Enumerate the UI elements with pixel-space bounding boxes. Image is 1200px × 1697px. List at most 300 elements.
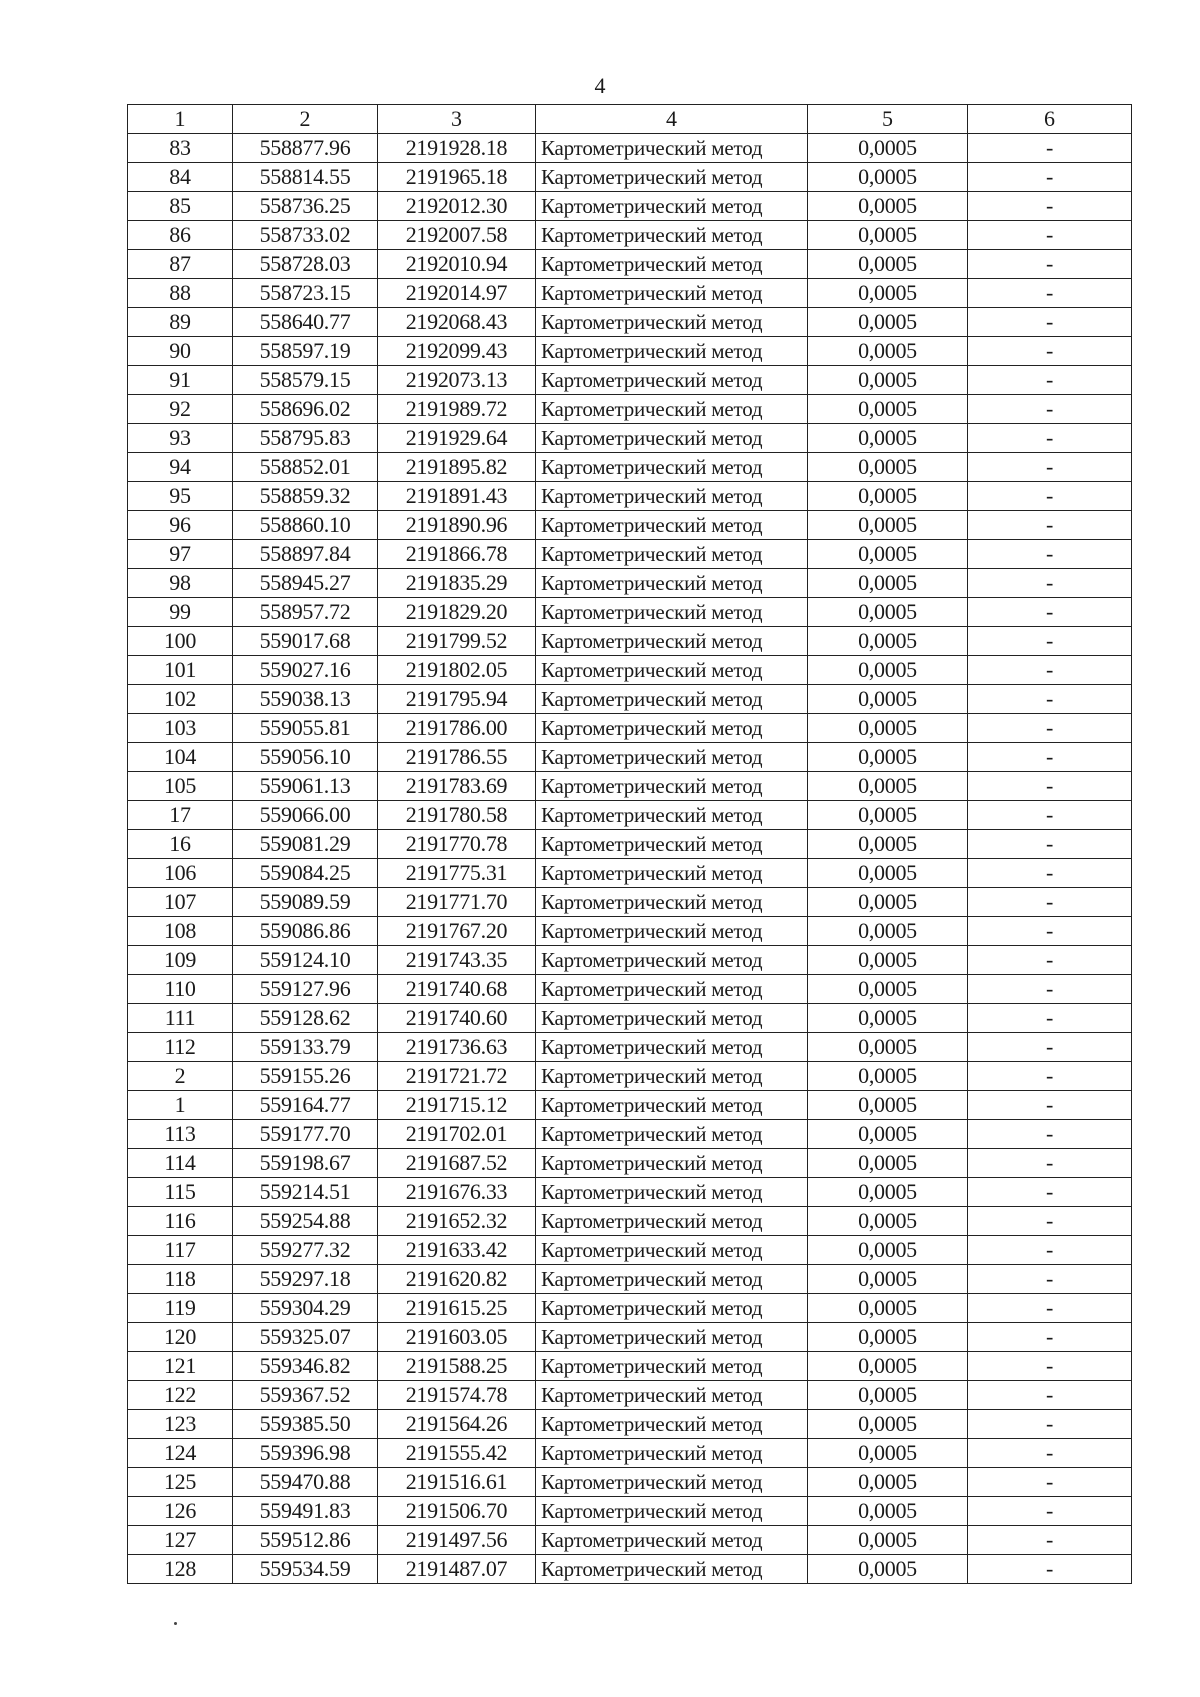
note-cell: - — [968, 1468, 1132, 1497]
note-cell: - — [968, 453, 1132, 482]
table-row — [128, 453, 1132, 482]
method-cell: Картометрический метод — [536, 975, 808, 1004]
accuracy-cell: 0,0005 — [808, 308, 968, 337]
table-row — [128, 1178, 1132, 1207]
accuracy-cell: 0,0005 — [808, 337, 968, 366]
method-cell: Картометрический метод — [536, 308, 808, 337]
point-number-cell: 107 — [128, 888, 233, 917]
column-header-4: 4 — [536, 105, 808, 134]
point-number-cell: 119 — [128, 1294, 233, 1323]
note-cell: - — [968, 308, 1132, 337]
x-coordinate-cell: 559534.59 — [233, 1555, 378, 1584]
method-cell: Картометрический метод — [536, 163, 808, 192]
point-number-cell: 93 — [128, 424, 233, 453]
y-coordinate-cell: 2191687.52 — [378, 1149, 536, 1178]
accuracy-cell: 0,0005 — [808, 685, 968, 714]
y-coordinate-cell: 2191555.42 — [378, 1439, 536, 1468]
table-row — [128, 946, 1132, 975]
method-cell: Картометрический метод — [536, 1091, 808, 1120]
x-coordinate-cell: 559017.68 — [233, 627, 378, 656]
y-coordinate-cell: 2191795.94 — [378, 685, 536, 714]
y-coordinate-cell: 2191676.33 — [378, 1178, 536, 1207]
x-coordinate-cell: 558852.01 — [233, 453, 378, 482]
accuracy-cell: 0,0005 — [808, 395, 968, 424]
table-row — [128, 1091, 1132, 1120]
x-coordinate-cell: 558579.15 — [233, 366, 378, 395]
y-coordinate-cell: 2191767.20 — [378, 917, 536, 946]
method-cell: Картометрический метод — [536, 1033, 808, 1062]
y-coordinate-cell: 2191786.00 — [378, 714, 536, 743]
method-cell: Картометрический метод — [536, 1352, 808, 1381]
x-coordinate-cell: 559214.51 — [233, 1178, 378, 1207]
x-coordinate-cell: 558814.55 — [233, 163, 378, 192]
point-number-cell: 101 — [128, 656, 233, 685]
method-cell: Картометрический метод — [536, 1062, 808, 1091]
accuracy-cell: 0,0005 — [808, 540, 968, 569]
accuracy-cell: 0,0005 — [808, 1497, 968, 1526]
y-coordinate-cell: 2191802.05 — [378, 656, 536, 685]
point-number-cell: 112 — [128, 1033, 233, 1062]
method-cell: Картометрический метод — [536, 1004, 808, 1033]
method-cell: Картометрический метод — [536, 888, 808, 917]
y-coordinate-cell: 2191783.69 — [378, 772, 536, 801]
accuracy-cell: 0,0005 — [808, 482, 968, 511]
accuracy-cell: 0,0005 — [808, 1352, 968, 1381]
x-coordinate-cell: 559089.59 — [233, 888, 378, 917]
accuracy-cell: 0,0005 — [808, 1004, 968, 1033]
table-row — [128, 1149, 1132, 1178]
y-coordinate-cell: 2192012.30 — [378, 192, 536, 221]
method-cell: Картометрический метод — [536, 685, 808, 714]
table-row — [128, 743, 1132, 772]
x-coordinate-cell: 559084.25 — [233, 859, 378, 888]
method-cell: Картометрический метод — [536, 1207, 808, 1236]
method-cell: Картометрический метод — [536, 221, 808, 250]
method-cell: Картометрический метод — [536, 830, 808, 859]
method-cell: Картометрический метод — [536, 1149, 808, 1178]
note-cell: - — [968, 279, 1132, 308]
y-coordinate-cell: 2191775.31 — [378, 859, 536, 888]
x-coordinate-cell: 559325.07 — [233, 1323, 378, 1352]
table-row — [128, 308, 1132, 337]
y-coordinate-cell: 2192010.94 — [378, 250, 536, 279]
accuracy-cell: 0,0005 — [808, 975, 968, 1004]
point-number-cell: 97 — [128, 540, 233, 569]
x-coordinate-cell: 559081.29 — [233, 830, 378, 859]
method-cell: Картометрический метод — [536, 395, 808, 424]
method-cell: Картометрический метод — [536, 1120, 808, 1149]
point-number-cell: 122 — [128, 1381, 233, 1410]
x-coordinate-cell: 559027.16 — [233, 656, 378, 685]
method-cell: Картометрический метод — [536, 743, 808, 772]
note-cell: - — [968, 772, 1132, 801]
y-coordinate-cell: 2192068.43 — [378, 308, 536, 337]
y-coordinate-cell: 2191965.18 — [378, 163, 536, 192]
point-number-cell: 108 — [128, 917, 233, 946]
y-coordinate-cell: 2191891.43 — [378, 482, 536, 511]
x-coordinate-cell: 558877.96 — [233, 134, 378, 163]
x-coordinate-cell: 559128.62 — [233, 1004, 378, 1033]
y-coordinate-cell: 2191740.68 — [378, 975, 536, 1004]
accuracy-cell: 0,0005 — [808, 1468, 968, 1497]
point-number-cell: 126 — [128, 1497, 233, 1526]
note-cell: - — [968, 888, 1132, 917]
note-cell: - — [968, 1236, 1132, 1265]
table-row — [128, 482, 1132, 511]
accuracy-cell: 0,0005 — [808, 1207, 968, 1236]
method-cell: Картометрический метод — [536, 772, 808, 801]
note-cell: - — [968, 221, 1132, 250]
point-number-cell: 113 — [128, 1120, 233, 1149]
y-coordinate-cell: 2191603.05 — [378, 1323, 536, 1352]
y-coordinate-cell: 2192007.58 — [378, 221, 536, 250]
point-number-cell: 85 — [128, 192, 233, 221]
note-cell: - — [968, 1410, 1132, 1439]
point-number-cell: 100 — [128, 627, 233, 656]
note-cell: - — [968, 714, 1132, 743]
table-row — [128, 1352, 1132, 1381]
x-coordinate-cell: 559055.81 — [233, 714, 378, 743]
y-coordinate-cell: 2192014.97 — [378, 279, 536, 308]
x-coordinate-cell: 559367.52 — [233, 1381, 378, 1410]
table-row — [128, 395, 1132, 424]
method-cell: Картометрический метод — [536, 859, 808, 888]
method-cell: Картометрический метод — [536, 1439, 808, 1468]
y-coordinate-cell: 2191895.82 — [378, 453, 536, 482]
accuracy-cell: 0,0005 — [808, 772, 968, 801]
method-cell: Картометрический метод — [536, 598, 808, 627]
note-cell: - — [968, 1439, 1132, 1468]
x-coordinate-cell: 559056.10 — [233, 743, 378, 772]
point-number-cell: 95 — [128, 482, 233, 511]
point-number-cell: 121 — [128, 1352, 233, 1381]
x-coordinate-cell: 559086.86 — [233, 917, 378, 946]
note-cell: - — [968, 569, 1132, 598]
method-cell: Картометрический метод — [536, 482, 808, 511]
x-coordinate-cell: 559127.96 — [233, 975, 378, 1004]
point-number-cell: 96 — [128, 511, 233, 540]
method-cell: Картометрический метод — [536, 1468, 808, 1497]
x-coordinate-cell: 558640.77 — [233, 308, 378, 337]
point-number-cell: 104 — [128, 743, 233, 772]
x-coordinate-cell: 558723.15 — [233, 279, 378, 308]
note-cell: - — [968, 511, 1132, 540]
point-number-cell: 16 — [128, 830, 233, 859]
table-row — [128, 1207, 1132, 1236]
accuracy-cell: 0,0005 — [808, 453, 968, 482]
method-cell: Картометрический метод — [536, 279, 808, 308]
accuracy-cell: 0,0005 — [808, 1178, 968, 1207]
table-row — [128, 1468, 1132, 1497]
table-row — [128, 569, 1132, 598]
y-coordinate-cell: 2191829.20 — [378, 598, 536, 627]
accuracy-cell: 0,0005 — [808, 1149, 968, 1178]
table-row — [128, 366, 1132, 395]
note-cell: - — [968, 482, 1132, 511]
note-cell: - — [968, 192, 1132, 221]
accuracy-cell: 0,0005 — [808, 859, 968, 888]
y-coordinate-cell: 2191740.60 — [378, 1004, 536, 1033]
column-header-3: 3 — [378, 105, 536, 134]
accuracy-cell: 0,0005 — [808, 1236, 968, 1265]
method-cell: Картометрический метод — [536, 946, 808, 975]
note-cell: - — [968, 1120, 1132, 1149]
note-cell: - — [968, 975, 1132, 1004]
table-row — [128, 1062, 1132, 1091]
table-row — [128, 656, 1132, 685]
y-coordinate-cell: 2191652.32 — [378, 1207, 536, 1236]
y-coordinate-cell: 2191487.07 — [378, 1555, 536, 1584]
method-cell: Картометрический метод — [536, 250, 808, 279]
table-row — [128, 1381, 1132, 1410]
point-number-cell: 123 — [128, 1410, 233, 1439]
point-number-cell: 106 — [128, 859, 233, 888]
point-number-cell: 99 — [128, 598, 233, 627]
x-coordinate-cell: 558736.25 — [233, 192, 378, 221]
table-row — [128, 1265, 1132, 1294]
y-coordinate-cell: 2191890.96 — [378, 511, 536, 540]
accuracy-cell: 0,0005 — [808, 888, 968, 917]
note-cell: - — [968, 656, 1132, 685]
y-coordinate-cell: 2191497.56 — [378, 1526, 536, 1555]
accuracy-cell: 0,0005 — [808, 1381, 968, 1410]
accuracy-cell: 0,0005 — [808, 221, 968, 250]
point-number-cell: 115 — [128, 1178, 233, 1207]
method-cell: Картометрический метод — [536, 656, 808, 685]
y-coordinate-cell: 2191770.78 — [378, 830, 536, 859]
table-row — [128, 888, 1132, 917]
note-cell: - — [968, 1265, 1132, 1294]
y-coordinate-cell: 2191588.25 — [378, 1352, 536, 1381]
point-number-cell: 105 — [128, 772, 233, 801]
y-coordinate-cell: 2191620.82 — [378, 1265, 536, 1294]
method-cell: Картометрический метод — [536, 627, 808, 656]
method-cell: Картометрический метод — [536, 1178, 808, 1207]
method-cell: Картометрический метод — [536, 366, 808, 395]
accuracy-cell: 0,0005 — [808, 1410, 968, 1439]
note-cell: - — [968, 1033, 1132, 1062]
point-number-cell: 17 — [128, 801, 233, 830]
table-row — [128, 192, 1132, 221]
x-coordinate-cell: 559396.98 — [233, 1439, 378, 1468]
accuracy-cell: 0,0005 — [808, 917, 968, 946]
point-number-cell: 128 — [128, 1555, 233, 1584]
point-number-cell: 1 — [128, 1091, 233, 1120]
table-row — [128, 134, 1132, 163]
accuracy-cell: 0,0005 — [808, 1091, 968, 1120]
accuracy-cell: 0,0005 — [808, 1439, 968, 1468]
x-coordinate-cell: 559155.26 — [233, 1062, 378, 1091]
point-number-cell: 118 — [128, 1265, 233, 1294]
table-row — [128, 250, 1132, 279]
method-cell: Картометрический метод — [536, 714, 808, 743]
table-row — [128, 279, 1132, 308]
method-cell: Картометрический метод — [536, 337, 808, 366]
accuracy-cell: 0,0005 — [808, 1265, 968, 1294]
accuracy-cell: 0,0005 — [808, 1033, 968, 1062]
note-cell: - — [968, 1178, 1132, 1207]
table-body — [128, 134, 1132, 1584]
accuracy-cell: 0,0005 — [808, 1294, 968, 1323]
note-cell: - — [968, 540, 1132, 569]
table-row — [128, 685, 1132, 714]
y-coordinate-cell: 2191929.64 — [378, 424, 536, 453]
y-coordinate-cell: 2191574.78 — [378, 1381, 536, 1410]
x-coordinate-cell: 558945.27 — [233, 569, 378, 598]
point-number-cell: 103 — [128, 714, 233, 743]
y-coordinate-cell: 2191615.25 — [378, 1294, 536, 1323]
coordinates-table — [127, 104, 1132, 1584]
note-cell: - — [968, 1294, 1132, 1323]
table-row — [128, 801, 1132, 830]
table-row — [128, 221, 1132, 250]
table-row — [128, 1236, 1132, 1265]
point-number-cell: 92 — [128, 395, 233, 424]
point-number-cell: 110 — [128, 975, 233, 1004]
y-coordinate-cell: 2191564.26 — [378, 1410, 536, 1439]
page-number: 4 — [594, 73, 606, 98]
note-cell: - — [968, 1091, 1132, 1120]
x-coordinate-cell: 559133.79 — [233, 1033, 378, 1062]
table-row — [128, 830, 1132, 859]
x-coordinate-cell: 559254.88 — [233, 1207, 378, 1236]
speck-mark — [174, 1622, 177, 1625]
method-cell: Картометрический метод — [536, 134, 808, 163]
x-coordinate-cell: 559297.18 — [233, 1265, 378, 1294]
x-coordinate-cell: 559470.88 — [233, 1468, 378, 1497]
table-row — [128, 1033, 1132, 1062]
x-coordinate-cell: 559385.50 — [233, 1410, 378, 1439]
method-cell: Картометрический метод — [536, 1294, 808, 1323]
method-cell: Картометрический метод — [536, 1323, 808, 1352]
note-cell: - — [968, 685, 1132, 714]
accuracy-cell: 0,0005 — [808, 1323, 968, 1352]
y-coordinate-cell: 2191633.42 — [378, 1236, 536, 1265]
column-header-6: 6 — [968, 105, 1132, 134]
accuracy-cell: 0,0005 — [808, 134, 968, 163]
y-coordinate-cell: 2191743.35 — [378, 946, 536, 975]
method-cell: Картометрический метод — [536, 1410, 808, 1439]
accuracy-cell: 0,0005 — [808, 714, 968, 743]
y-coordinate-cell: 2191989.72 — [378, 395, 536, 424]
method-cell: Картометрический метод — [536, 1236, 808, 1265]
accuracy-cell: 0,0005 — [808, 279, 968, 308]
note-cell: - — [968, 1207, 1132, 1236]
x-coordinate-cell: 558897.84 — [233, 540, 378, 569]
table-row — [128, 1497, 1132, 1526]
table-row — [128, 975, 1132, 1004]
accuracy-cell: 0,0005 — [808, 743, 968, 772]
note-cell: - — [968, 830, 1132, 859]
x-coordinate-cell: 559164.77 — [233, 1091, 378, 1120]
note-cell: - — [968, 424, 1132, 453]
y-coordinate-cell: 2191506.70 — [378, 1497, 536, 1526]
y-coordinate-cell: 2191771.70 — [378, 888, 536, 917]
table-row — [128, 627, 1132, 656]
column-header-1: 1 — [128, 105, 233, 134]
point-number-cell: 127 — [128, 1526, 233, 1555]
point-number-cell: 111 — [128, 1004, 233, 1033]
method-cell: Картометрический метод — [536, 1497, 808, 1526]
accuracy-cell: 0,0005 — [808, 366, 968, 395]
table-row — [128, 1294, 1132, 1323]
table-row — [128, 772, 1132, 801]
accuracy-cell: 0,0005 — [808, 1526, 968, 1555]
note-cell: - — [968, 1062, 1132, 1091]
method-cell: Картометрический метод — [536, 917, 808, 946]
point-number-cell: 114 — [128, 1149, 233, 1178]
table-row — [128, 1410, 1132, 1439]
accuracy-cell: 0,0005 — [808, 1555, 968, 1584]
y-coordinate-cell: 2191736.63 — [378, 1033, 536, 1062]
accuracy-cell: 0,0005 — [808, 569, 968, 598]
note-cell: - — [968, 1004, 1132, 1033]
accuracy-cell: 0,0005 — [808, 598, 968, 627]
x-coordinate-cell: 559061.13 — [233, 772, 378, 801]
y-coordinate-cell: 2191866.78 — [378, 540, 536, 569]
x-coordinate-cell: 559198.67 — [233, 1149, 378, 1178]
x-coordinate-cell: 559066.00 — [233, 801, 378, 830]
x-coordinate-cell: 558597.19 — [233, 337, 378, 366]
point-number-cell: 94 — [128, 453, 233, 482]
accuracy-cell: 0,0005 — [808, 163, 968, 192]
x-coordinate-cell: 558696.02 — [233, 395, 378, 424]
point-number-cell: 87 — [128, 250, 233, 279]
table-row — [128, 1323, 1132, 1352]
column-header-2: 2 — [233, 105, 378, 134]
table-row — [128, 511, 1132, 540]
accuracy-cell: 0,0005 — [808, 250, 968, 279]
table-row — [128, 1526, 1132, 1555]
note-cell: - — [968, 1323, 1132, 1352]
method-cell: Картометрический метод — [536, 511, 808, 540]
x-coordinate-cell: 559177.70 — [233, 1120, 378, 1149]
table-row — [128, 859, 1132, 888]
point-number-cell: 102 — [128, 685, 233, 714]
x-coordinate-cell: 558733.02 — [233, 221, 378, 250]
x-coordinate-cell: 558859.32 — [233, 482, 378, 511]
method-cell: Картометрический метод — [536, 801, 808, 830]
accuracy-cell: 0,0005 — [808, 1062, 968, 1091]
method-cell: Картометрический метод — [536, 192, 808, 221]
x-coordinate-cell: 558728.03 — [233, 250, 378, 279]
table-row — [128, 540, 1132, 569]
note-cell: - — [968, 366, 1132, 395]
point-number-cell: 116 — [128, 1207, 233, 1236]
x-coordinate-cell: 559512.86 — [233, 1526, 378, 1555]
note-cell: - — [968, 134, 1132, 163]
accuracy-cell: 0,0005 — [808, 192, 968, 221]
note-cell: - — [968, 743, 1132, 772]
accuracy-cell: 0,0005 — [808, 511, 968, 540]
note-cell: - — [968, 917, 1132, 946]
x-coordinate-cell: 558795.83 — [233, 424, 378, 453]
note-cell: - — [968, 1352, 1132, 1381]
method-cell: Картометрический метод — [536, 1526, 808, 1555]
y-coordinate-cell: 2191715.12 — [378, 1091, 536, 1120]
y-coordinate-cell: 2192073.13 — [378, 366, 536, 395]
note-cell: - — [968, 163, 1132, 192]
point-number-cell: 109 — [128, 946, 233, 975]
x-coordinate-cell: 559038.13 — [233, 685, 378, 714]
table-row — [128, 1439, 1132, 1468]
point-number-cell: 120 — [128, 1323, 233, 1352]
table-header-row — [128, 105, 1132, 134]
point-number-cell: 124 — [128, 1439, 233, 1468]
y-coordinate-cell: 2191786.55 — [378, 743, 536, 772]
note-cell: - — [968, 250, 1132, 279]
accuracy-cell: 0,0005 — [808, 946, 968, 975]
